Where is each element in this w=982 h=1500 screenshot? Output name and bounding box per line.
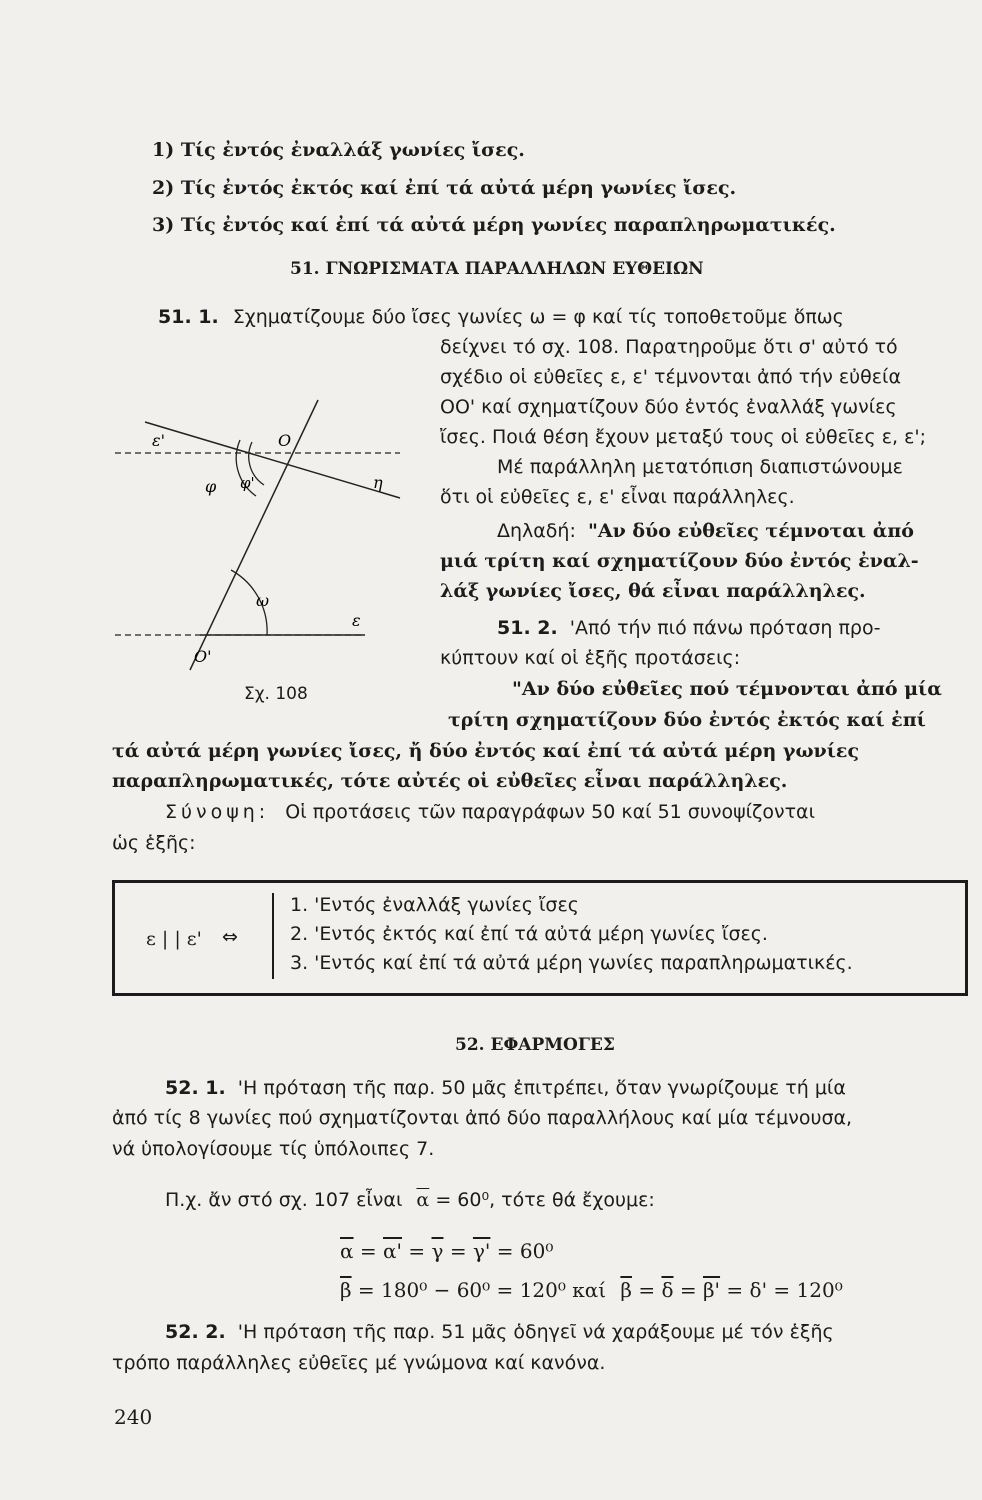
label-eps-prime: ε' xyxy=(152,431,165,450)
rule-1 xyxy=(497,518,914,544)
text-line: τρόπο παράλληλες εὐθεῖες μέ γνώμονα καί κανόνα. xyxy=(112,1352,606,1374)
equation-1 xyxy=(340,1238,553,1264)
label-O: O xyxy=(278,431,292,450)
summary-item: 1. 'Εντός ἐναλλάξ γωνίες ἴσες xyxy=(290,894,579,916)
label-eps: ε xyxy=(352,611,361,630)
rule-line: μιά τρίτη καί σχηματίζουν δύο ἐντός ἐναλ- xyxy=(440,550,919,572)
text-line: νά ὑπολογίσουμε τίς ὑπόλοιπες 7. xyxy=(112,1138,435,1160)
intro-item: 1) Τίς ἐντός ἐναλλάξ γωνίες ἴσες. xyxy=(152,139,525,161)
brace xyxy=(272,893,284,979)
eq-term: = xyxy=(408,1239,426,1263)
text-line: ὅτι οἱ εὐθεῖες ε, ε' εἶναι παράλληλες. xyxy=(440,486,795,508)
text-line: Οἱ προτάσεις τῶν παραγράφων 50 καί 51 συνοψίζονται xyxy=(285,801,816,823)
text-line: ὡς ἑξῆς: xyxy=(112,832,196,854)
text-fragment: = 60⁰, τότε θά ἔχουμε: xyxy=(435,1189,655,1211)
page-number: 240 xyxy=(114,1405,153,1429)
line-eta xyxy=(145,422,400,498)
text-line: κύπτουν καί οἱ ἑξῆς προτάσεις: xyxy=(440,647,741,669)
eq-term: = xyxy=(449,1239,467,1263)
label-O-prime: O' xyxy=(194,647,212,666)
eq-term: γ' xyxy=(472,1239,491,1263)
angle-alpha: $\overline{\alpha}$ xyxy=(416,1189,430,1211)
summary-item: 3. 'Εντός καί ἐπί τά αὐτά μέρη γωνίες παραπληρωματικές. xyxy=(290,952,853,974)
eq-term: $\overline{\delta}$ xyxy=(661,1278,674,1302)
text-line: Σχηματίζουμε δύο ἴσες γωνίες ω = φ καί τίς τοποθετοῦμε ὅπως xyxy=(232,306,844,328)
eq-term: $\overline{\beta}$ xyxy=(620,1278,632,1302)
label-eta: η xyxy=(373,473,383,492)
paragraph-51-2 xyxy=(497,615,880,641)
text-fragment: Π.χ. ἄν στό σχ. 107 εἶναι xyxy=(165,1189,403,1211)
intro-item: 3) Τίς ἐντός καί ἐπί τά αὐτά μέρη γωνίες παραπληρωματικές. xyxy=(152,214,836,236)
text-line: 'Από τήν πιό πάνω πρόταση προ- xyxy=(569,617,881,639)
text-line: ΟΟ' καί σχηματίζουν δύο ἐντός ἐναλλάξ γωνίες xyxy=(440,396,897,418)
paragraph-number: 51. 2. xyxy=(497,617,558,639)
eq-term: = xyxy=(679,1278,697,1302)
rule-line: τά αὐτά μέρη γωνίες ἴσες, ἤ δύο ἐντός καί ἐπί τά αὐτά μέρη γωνίες xyxy=(112,740,860,762)
equivalence-arrow: ⇔ xyxy=(222,926,238,948)
rule-line: παραπληρωματικές, τότε αὐτές οἱ εὐθεῖες εἶναι παράλληλες. xyxy=(112,770,788,792)
section-51-title: 51. ΓΝΩΡΙΣΜΑΤΑ ΠΑΡΑΛΛΗΛΩΝ ΕΥΘΕΙΩΝ xyxy=(290,259,704,279)
eq-term: = xyxy=(638,1278,656,1302)
rule-line: "Αν δύο εὐθεῖες πού τέμνονται ἀπό μία xyxy=(512,678,942,700)
eq-term: β' xyxy=(702,1278,721,1302)
intro-item: 2) Τίς ἐντός ἐκτός καί ἐπί τά αὐτά μέρη γωνίες ἴσες. xyxy=(152,177,737,199)
eq-term: = δ' = 120⁰ xyxy=(726,1278,843,1302)
label-phi: φ xyxy=(205,477,217,496)
example-line xyxy=(165,1187,655,1213)
text-line: Μέ παράλληλη μετατόπιση διαπιστώνουμε xyxy=(497,456,903,478)
text-line: σχέδιο οἱ εὐθεῖες ε, ε' τέμνονται ἀπό τήν εὐθεία xyxy=(440,366,901,388)
eq-term: = 60⁰ xyxy=(496,1239,554,1263)
text-line: δείχνει τό σχ. 108. Παρατηροῦμε ὅτι σ' αὐτό τό xyxy=(440,336,898,358)
text-line: 'Η πρόταση τῆς παρ. 51 μᾶς ὁδηγεῖ νά χαράξουμε μέ τόν ἑξῆς xyxy=(237,1321,834,1343)
figure-108 xyxy=(100,380,440,720)
paragraph-number: 51. 1. xyxy=(158,306,219,328)
paragraph-number: 52. 1. xyxy=(165,1077,226,1099)
synopsis-label: Σύνοψη: xyxy=(165,801,270,823)
dilady-label: Δηλαδή: xyxy=(497,520,576,542)
summary-lhs: ε | | ε' xyxy=(146,928,202,950)
rule-line: "Αν δύο εὐθεῖες τέμνοται ἀπό xyxy=(587,520,914,542)
eq-term: $\overline{\gamma}$ xyxy=(431,1239,444,1263)
text-line: ἴσες. Ποιά θέση ἔχουν μεταξύ τους οἱ εὐθεῖες ε, ε'; xyxy=(440,426,926,448)
summary-item: 2. 'Εντός ἐκτός καί ἐπί τά αὐτά μέρη γωνίες ἴσες. xyxy=(290,923,768,945)
eq-term: $\overline{\alpha}$ xyxy=(340,1239,354,1263)
label-phi-prime: φ' xyxy=(240,474,255,492)
eq-term: = xyxy=(359,1239,377,1263)
section-52-title: 52. ΕΦΑΡΜΟΓΕΣ xyxy=(455,1035,615,1055)
text-line: ἀπό τίς 8 γωνίες πού σχηματίζονται ἀπό δύο παραλλήλους καί μία τέμνουσα, xyxy=(112,1107,853,1129)
rule-line: λάξ γωνίες ἴσες, θά εἶναι παράλληλες. xyxy=(440,580,866,602)
label-omega: ω xyxy=(256,591,270,610)
paragraph-52-2 xyxy=(165,1319,834,1345)
eq-term: α' xyxy=(383,1239,403,1263)
figure-caption: Σχ. 108 xyxy=(244,684,308,704)
paragraph-51-1 xyxy=(158,304,844,330)
text-line: 'Η πρόταση τῆς παρ. 50 μᾶς ἐπιτρέπει, ὅταν γνωρίζουμε τή μία xyxy=(237,1077,846,1099)
equation-2 xyxy=(340,1277,843,1303)
paragraph-52-1 xyxy=(165,1075,846,1101)
rule-line: τρίτη σχηματίζουν δύο ἐντός ἐκτός καί ἐπί xyxy=(448,709,926,731)
synopsis xyxy=(165,799,815,825)
eq-term: $\overline{\beta}$ xyxy=(340,1278,352,1302)
paragraph-number: 52. 2. xyxy=(165,1321,226,1343)
eq-term: = 180⁰ − 60⁰ = 120⁰ καί xyxy=(357,1278,607,1302)
